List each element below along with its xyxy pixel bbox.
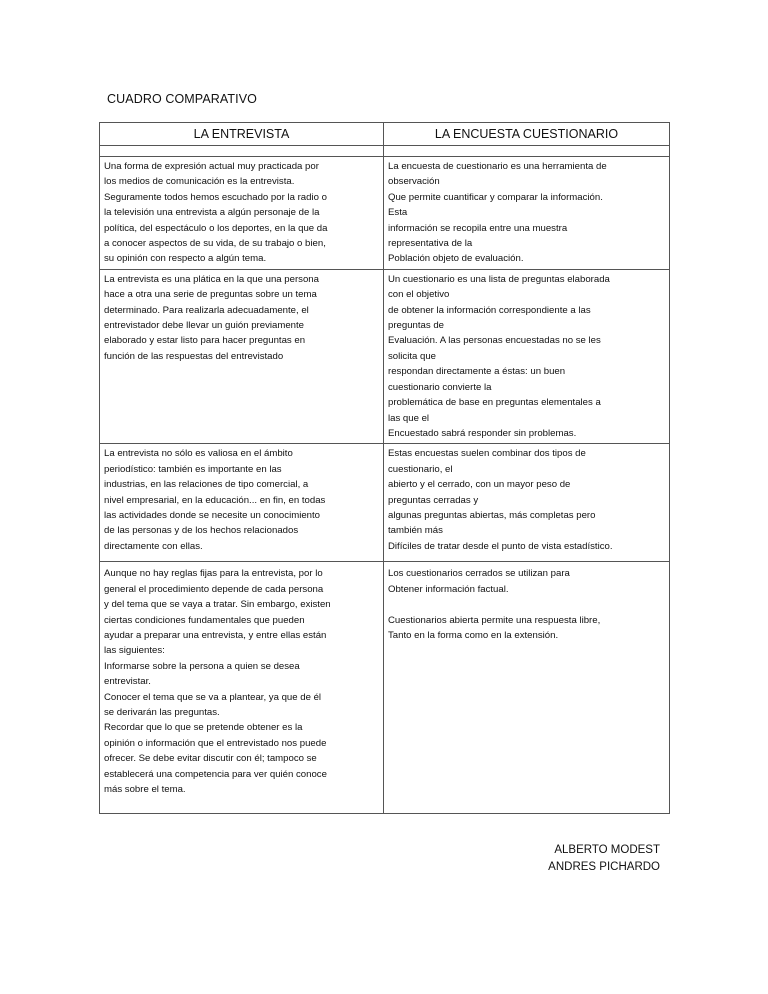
cell-text-line: preguntas de bbox=[388, 320, 445, 332]
table-row bbox=[100, 269, 670, 443]
cell-text-line: con el objetivo bbox=[388, 289, 450, 301]
cell-entrevista bbox=[100, 444, 384, 562]
cell-text-line: función de las respuestas del entrevistado bbox=[104, 350, 284, 362]
cell-text-line: establecerá una competencia para ver quién conoce bbox=[104, 768, 327, 780]
cell-entrevista bbox=[100, 269, 384, 443]
cell-text-line: las siguientes: bbox=[104, 645, 165, 657]
table-header-row bbox=[100, 123, 670, 146]
cell-text-line: La encuesta de cuestionario es una herramienta de bbox=[388, 161, 607, 172]
cell-text-line: solicita que bbox=[388, 350, 436, 362]
cell-text-line: elaborado y estar listo para hacer preguntas en bbox=[104, 335, 306, 347]
cell-text-line: se derivarán las preguntas. bbox=[104, 706, 220, 718]
signature bbox=[548, 842, 660, 876]
cell-text-line: Los cuestionarios cerrados se utilizan para bbox=[388, 568, 570, 580]
cell-text-line: algunas preguntas abiertas, más completas pero bbox=[388, 509, 596, 521]
cell-text-line: cuestionario convierte la bbox=[388, 381, 492, 393]
cell-text-line: Aunque no hay reglas fijas para la entrevista, por lo bbox=[104, 568, 323, 580]
cell-text-line: Esta bbox=[388, 207, 408, 219]
cell-text-line: Informarse sobre la persona a quien se desea bbox=[104, 660, 300, 672]
cell-text-line: La entrevista no sólo es valiosa en el ámbito bbox=[104, 448, 293, 460]
column-header-encuesta: LA ENCUESTA CUESTIONARIO bbox=[384, 123, 670, 146]
comparison-table bbox=[99, 122, 670, 814]
cell-text-line: Población objeto de evaluación. bbox=[388, 253, 524, 265]
cell-encuesta bbox=[384, 157, 670, 270]
cell-text-line: problemática de base en preguntas elementales a bbox=[388, 397, 601, 409]
cell-text-line: Un cuestionario es una lista de preguntas elaborada bbox=[388, 273, 610, 285]
cell-text-line: respondan directamente a éstas: un buen bbox=[388, 366, 566, 378]
spacer-row bbox=[100, 146, 670, 157]
signature-line: ANDRES PICHARDO bbox=[548, 861, 660, 873]
cell-text-line: determinado. Para realizarla adecuadamente, el bbox=[104, 304, 309, 316]
cell-text-line: observación bbox=[388, 176, 440, 188]
column-header-entrevista: LA ENTREVISTA bbox=[100, 123, 384, 146]
cell-text-line: a conocer aspectos de su vida, de su trabajo o bien, bbox=[104, 238, 326, 250]
table-row bbox=[100, 157, 670, 270]
cell-text-line: también más bbox=[388, 525, 443, 537]
cell-text-line: Encuestado sabrá responder sin problemas. bbox=[388, 427, 577, 439]
cell-text-line: Que permite cuantificar y comparar la información. bbox=[388, 191, 603, 203]
cell-text-line: industrias, en las relaciones de tipo comercial, a bbox=[104, 479, 309, 491]
cell-entrevista bbox=[100, 157, 384, 270]
cell-text-line: y del tema que se vaya a tratar. Sin embargo, existen bbox=[104, 599, 331, 611]
cell-text-line: La entrevista es una plática en la que una persona bbox=[104, 273, 319, 285]
cell-text-line: la televisión una entrevista a algún personaje de la bbox=[104, 207, 320, 219]
cell-text-line: más sobre el tema. bbox=[104, 784, 186, 795]
empty-cell bbox=[384, 146, 670, 157]
cell-text-line: entrevistar. bbox=[104, 676, 151, 688]
cell-text-line: periodístico: también es importante en las bbox=[104, 463, 282, 475]
table-row bbox=[100, 562, 670, 814]
cell-text-line: preguntas cerradas y bbox=[388, 494, 479, 506]
cell-text-line: ofrecer. Se debe evitar discutir con él; tampoco se bbox=[104, 753, 317, 765]
cell-text-line: Una forma de expresión actual muy practicada por bbox=[104, 161, 319, 172]
cell-text-line: información se recopila entre una muestra bbox=[388, 222, 568, 234]
cell-text-line: representativa de la bbox=[388, 238, 473, 250]
cell-text-line: su opinión con respecto a algún tema. bbox=[104, 253, 267, 265]
cell-text-line: Seguramente todos hemos escuchado por la radio o bbox=[104, 191, 327, 203]
cell-encuesta bbox=[384, 269, 670, 443]
cell-text-line: de las personas y de los hechos relacionados bbox=[104, 525, 299, 537]
cell-text-line: general el procedimiento depende de cada persona bbox=[104, 583, 324, 595]
cell-text-line: Recordar que lo que se pretende obtener es la bbox=[104, 722, 303, 734]
cell-text-line: las que el bbox=[388, 412, 430, 424]
cell-encuesta bbox=[384, 444, 670, 562]
cell-text-line: ayudar a preparar una entrevista, y entre ellas están bbox=[104, 629, 327, 641]
cell-text-line: Tanto en la forma como en la extensión. bbox=[388, 629, 559, 641]
cell-text-line: directamente con ellas. bbox=[104, 540, 203, 552]
cell-text-line: hace a otra una serie de preguntas sobre un tema bbox=[104, 289, 317, 301]
cell-entrevista bbox=[100, 562, 384, 814]
cell-text-line: Cuestionarios abierta permite una respuesta libre, bbox=[388, 614, 601, 626]
cell-text-line: Obtener información factual. bbox=[388, 583, 509, 595]
cell-text-line: ciertas condiciones fundamentales que pueden bbox=[104, 614, 305, 626]
page-title: CUADRO COMPARATIVO bbox=[107, 92, 257, 106]
cell-text-line: Estas encuestas suelen combinar dos tipos de bbox=[388, 448, 586, 460]
cell-text-line: Conocer el tema que se va a plantear, ya que de él bbox=[104, 691, 322, 703]
cell-text-line: los medios de comunicación es la entrevista. bbox=[104, 176, 295, 188]
cell-text-line: abierto y el cerrado, con un mayor peso de bbox=[388, 479, 571, 491]
cell-text-line: opinión o información que el entrevistado nos puede bbox=[104, 737, 327, 749]
cell-text-line: de obtener la información correspondiente a las bbox=[388, 304, 591, 316]
cell-text-line: nivel empresarial, en la educación... en fin, en todas bbox=[104, 494, 326, 506]
blank-line bbox=[388, 597, 665, 612]
cell-text-line: política, del espectáculo o los deportes, en la que da bbox=[104, 222, 328, 234]
cell-text-line: las actividades donde se necesite un conocimiento bbox=[104, 509, 320, 521]
cell-text-line: entrevistador debe llevar un guión previamente bbox=[104, 320, 304, 332]
cell-text-line: Evaluación. A las personas encuestadas no se les bbox=[388, 335, 601, 347]
cell-text-line: cuestionario, el bbox=[388, 463, 453, 475]
table-row bbox=[100, 444, 670, 562]
signature-line: ALBERTO MODEST bbox=[554, 844, 660, 856]
empty-cell bbox=[100, 146, 384, 157]
cell-text-line: Difíciles de tratar desde el punto de vista estadístico. bbox=[388, 540, 613, 552]
cell-encuesta bbox=[384, 562, 670, 814]
